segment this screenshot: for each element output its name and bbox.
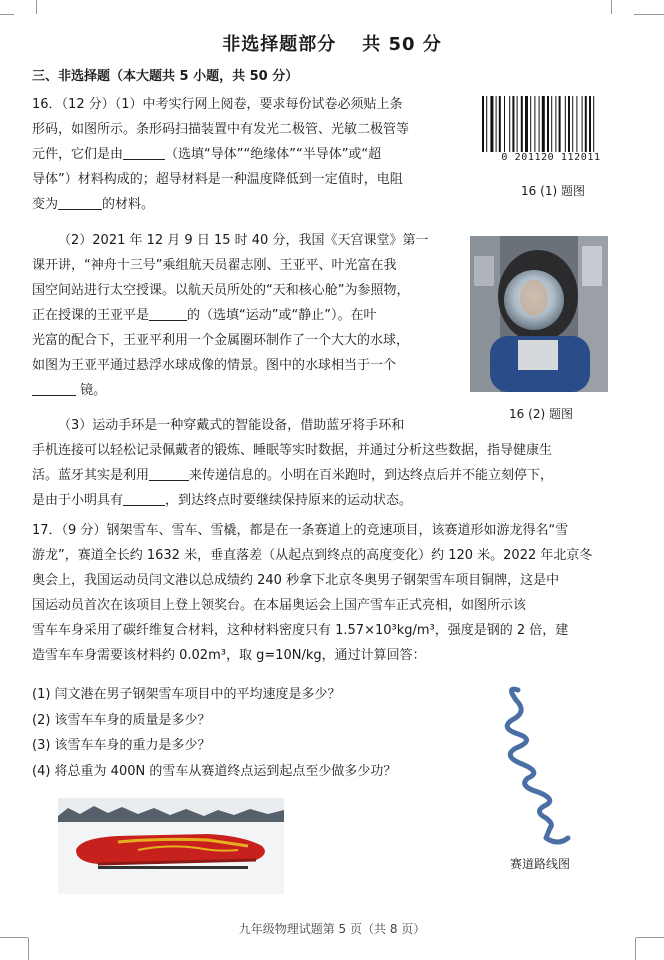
- barcode-bar: [559, 96, 561, 154]
- corner-mark-top-left: [14, 0, 37, 14]
- page-footer: 九年级物理试题第 5 页（共 8 页）: [238, 922, 426, 936]
- barcode-bar: [517, 96, 518, 154]
- answer-blank[interactable]: [123, 144, 165, 160]
- title-part: 非选择题部分: [222, 34, 337, 55]
- text-line: 课开讲，“神舟十三号”乘组航天员翟志刚、王亚平、叶光富在我: [32, 258, 397, 273]
- figure-caption-16-2: 16 (2) 题图: [509, 407, 573, 421]
- barcode-bar: [565, 96, 566, 154]
- barcode-bar: [555, 96, 556, 154]
- route-caption: 赛道路线图: [509, 857, 570, 871]
- corner-mark-top-left-h: [0, 14, 14, 15]
- text-line: 镜。: [32, 378, 462, 403]
- text-line: 奥会上，我国运动员闫文港以总成绩约 240 秒拿下北京冬奥男子钢架雪车项目铜牌，这是中: [32, 573, 560, 588]
- text-line: 雪车车身采用了碳纤维复合材料，这种材料密度只有 1.57×10³kg/m³，强度是钢的 2 倍，建: [32, 623, 569, 638]
- corner-mark-bottom-left-v: [28, 938, 29, 960]
- sub-question: (1) 闫文港在男子钢架雪车项目中的平均速度是多少？: [32, 687, 341, 702]
- question-17: [32, 518, 636, 668]
- question-16-part-3: [32, 413, 632, 513]
- barcode-bar: [589, 96, 591, 154]
- text-line: 国运动员首次在该项目上登上领奖台。在本届奥运会上国产雪车正式亮相，如图所示该: [32, 598, 527, 613]
- barcode-bar: [490, 96, 493, 154]
- text-line: 如图为王亚平通过悬浮水球成像的情景。图中的水球相当于一个: [32, 358, 397, 373]
- text-line: 17．（9 分）钢架雪车、雪车、雪橇，都是在一条赛道上的竞速项目，该赛道形如游龙得名“雪: [32, 523, 569, 538]
- barcode-bar: [534, 96, 535, 154]
- barcode-bar: [539, 96, 540, 154]
- text-line: 16．（12 分）（1）中考实行网上阅卷，要求每份试卷必须贴上条: [32, 97, 403, 112]
- astronaut-water-ball-photo: [470, 236, 608, 392]
- answer-blank[interactable]: [149, 465, 189, 481]
- text-line: 正在授课的王亚平是 的（选填“运动”或“静止”）。在叶: [32, 303, 462, 328]
- figure-caption-16-1: 16 (1) 题图: [521, 184, 585, 198]
- title-total: 共 50 分: [362, 34, 442, 55]
- question-16-part-1: [32, 92, 464, 217]
- barcode-bar: [576, 96, 577, 154]
- barcode-bar: [585, 96, 587, 154]
- corner-mark-top-right-h: [634, 14, 664, 15]
- barcode-bar: [521, 96, 523, 154]
- answer-blank[interactable]: [58, 194, 102, 210]
- bobsled-photo: [58, 798, 284, 894]
- sub-question: (4) 将总重为 400N 的雪车从赛道终点运到起点至少做多少功？: [32, 763, 397, 779]
- barcode-bar: [509, 96, 510, 154]
- barcode-bar: [547, 96, 549, 154]
- text-line: 形码，如图所示。条形码扫描装置中有发光二极管、光敏二极管等: [32, 122, 410, 137]
- barcode-bar: [542, 96, 545, 154]
- barcode-bar: [486, 96, 487, 154]
- text-line: 导体”）材料构成的；超导材料是一种温度降低到一定值时，电阻: [32, 172, 403, 187]
- barcode-bar: [572, 96, 573, 154]
- barcode-bar: [512, 96, 514, 154]
- answer-blank[interactable]: [32, 380, 76, 396]
- text-line: 变为 的材料。: [32, 192, 464, 217]
- text-line: 元件，它们是由 （选填“导体”“绝缘体”“半导体”或“超: [32, 142, 464, 167]
- section-header: 三、非选择题（本大题共 5 小题，共 50 分）: [32, 69, 299, 84]
- text-line: 手机连接可以轻松记录佩戴者的锻炼、睡眠等实时数据，并通过分析这些数据，指导健康生: [32, 443, 553, 458]
- barcode-bar: [593, 96, 594, 154]
- barcode-bar: [530, 96, 531, 154]
- text-line: 国空间站进行太空授课。以航天员所处的“天和核心舱”为参照物，: [32, 283, 410, 298]
- track-route-diagram: [488, 678, 598, 848]
- barcode-bar: [551, 96, 552, 154]
- page-title: [0, 30, 664, 56]
- text-line: 活。蓝牙其实是利用 来传递信息的。小明在百米跑时，到达终点后并不能立刻停下，: [32, 463, 632, 488]
- corner-mark-bottom-right: [636, 937, 664, 938]
- corner-mark-bottom-left: [0, 937, 28, 938]
- text-line: 光富的配合下，王亚平利用一个金属圈环制作了一个大大的水球，: [32, 333, 410, 348]
- barcode-bar: [568, 96, 570, 154]
- text-line: 是由于小明具有 ，到达终点时要继续保持原来的运动状态。: [32, 488, 632, 513]
- question-17-subquestions: [32, 682, 462, 784]
- text-line: 造雪车车身需要该材料约 0.02m³，取 g=10N/kg，通过计算回答：: [32, 648, 426, 663]
- answer-blank[interactable]: [149, 305, 187, 321]
- barcode-bar: [496, 96, 497, 154]
- barcode-bar: [482, 96, 484, 154]
- text-line: 游龙”，赛道全长约 1632 米，垂直落差（从起点到终点的高度变化）约 120 米。2022 年北京冬: [32, 548, 593, 563]
- question-16-part-2: [32, 228, 462, 403]
- barcode-number: 0 201120 112011: [476, 152, 626, 163]
- barcode-bar: [504, 96, 505, 154]
- text-line: （2）2021 年 12 月 9 日 15 时 40 分，我国《天宫课堂》第一: [58, 233, 429, 248]
- text-line: （3）运动手环是一种穿戴式的智能设备，借助蓝牙将手环和: [58, 418, 405, 433]
- corner-mark-bottom-right-v: [635, 938, 636, 960]
- barcode-bar: [582, 96, 583, 154]
- sub-question: (3) 该雪车车身的重力是多少？: [32, 738, 211, 753]
- answer-blank[interactable]: [123, 490, 165, 506]
- barcode-bar: [525, 96, 528, 154]
- sub-question: (2) 该雪车车身的质量是多少？: [32, 712, 211, 728]
- corner-mark-top-right: [611, 0, 634, 14]
- barcode-bar: [499, 96, 501, 154]
